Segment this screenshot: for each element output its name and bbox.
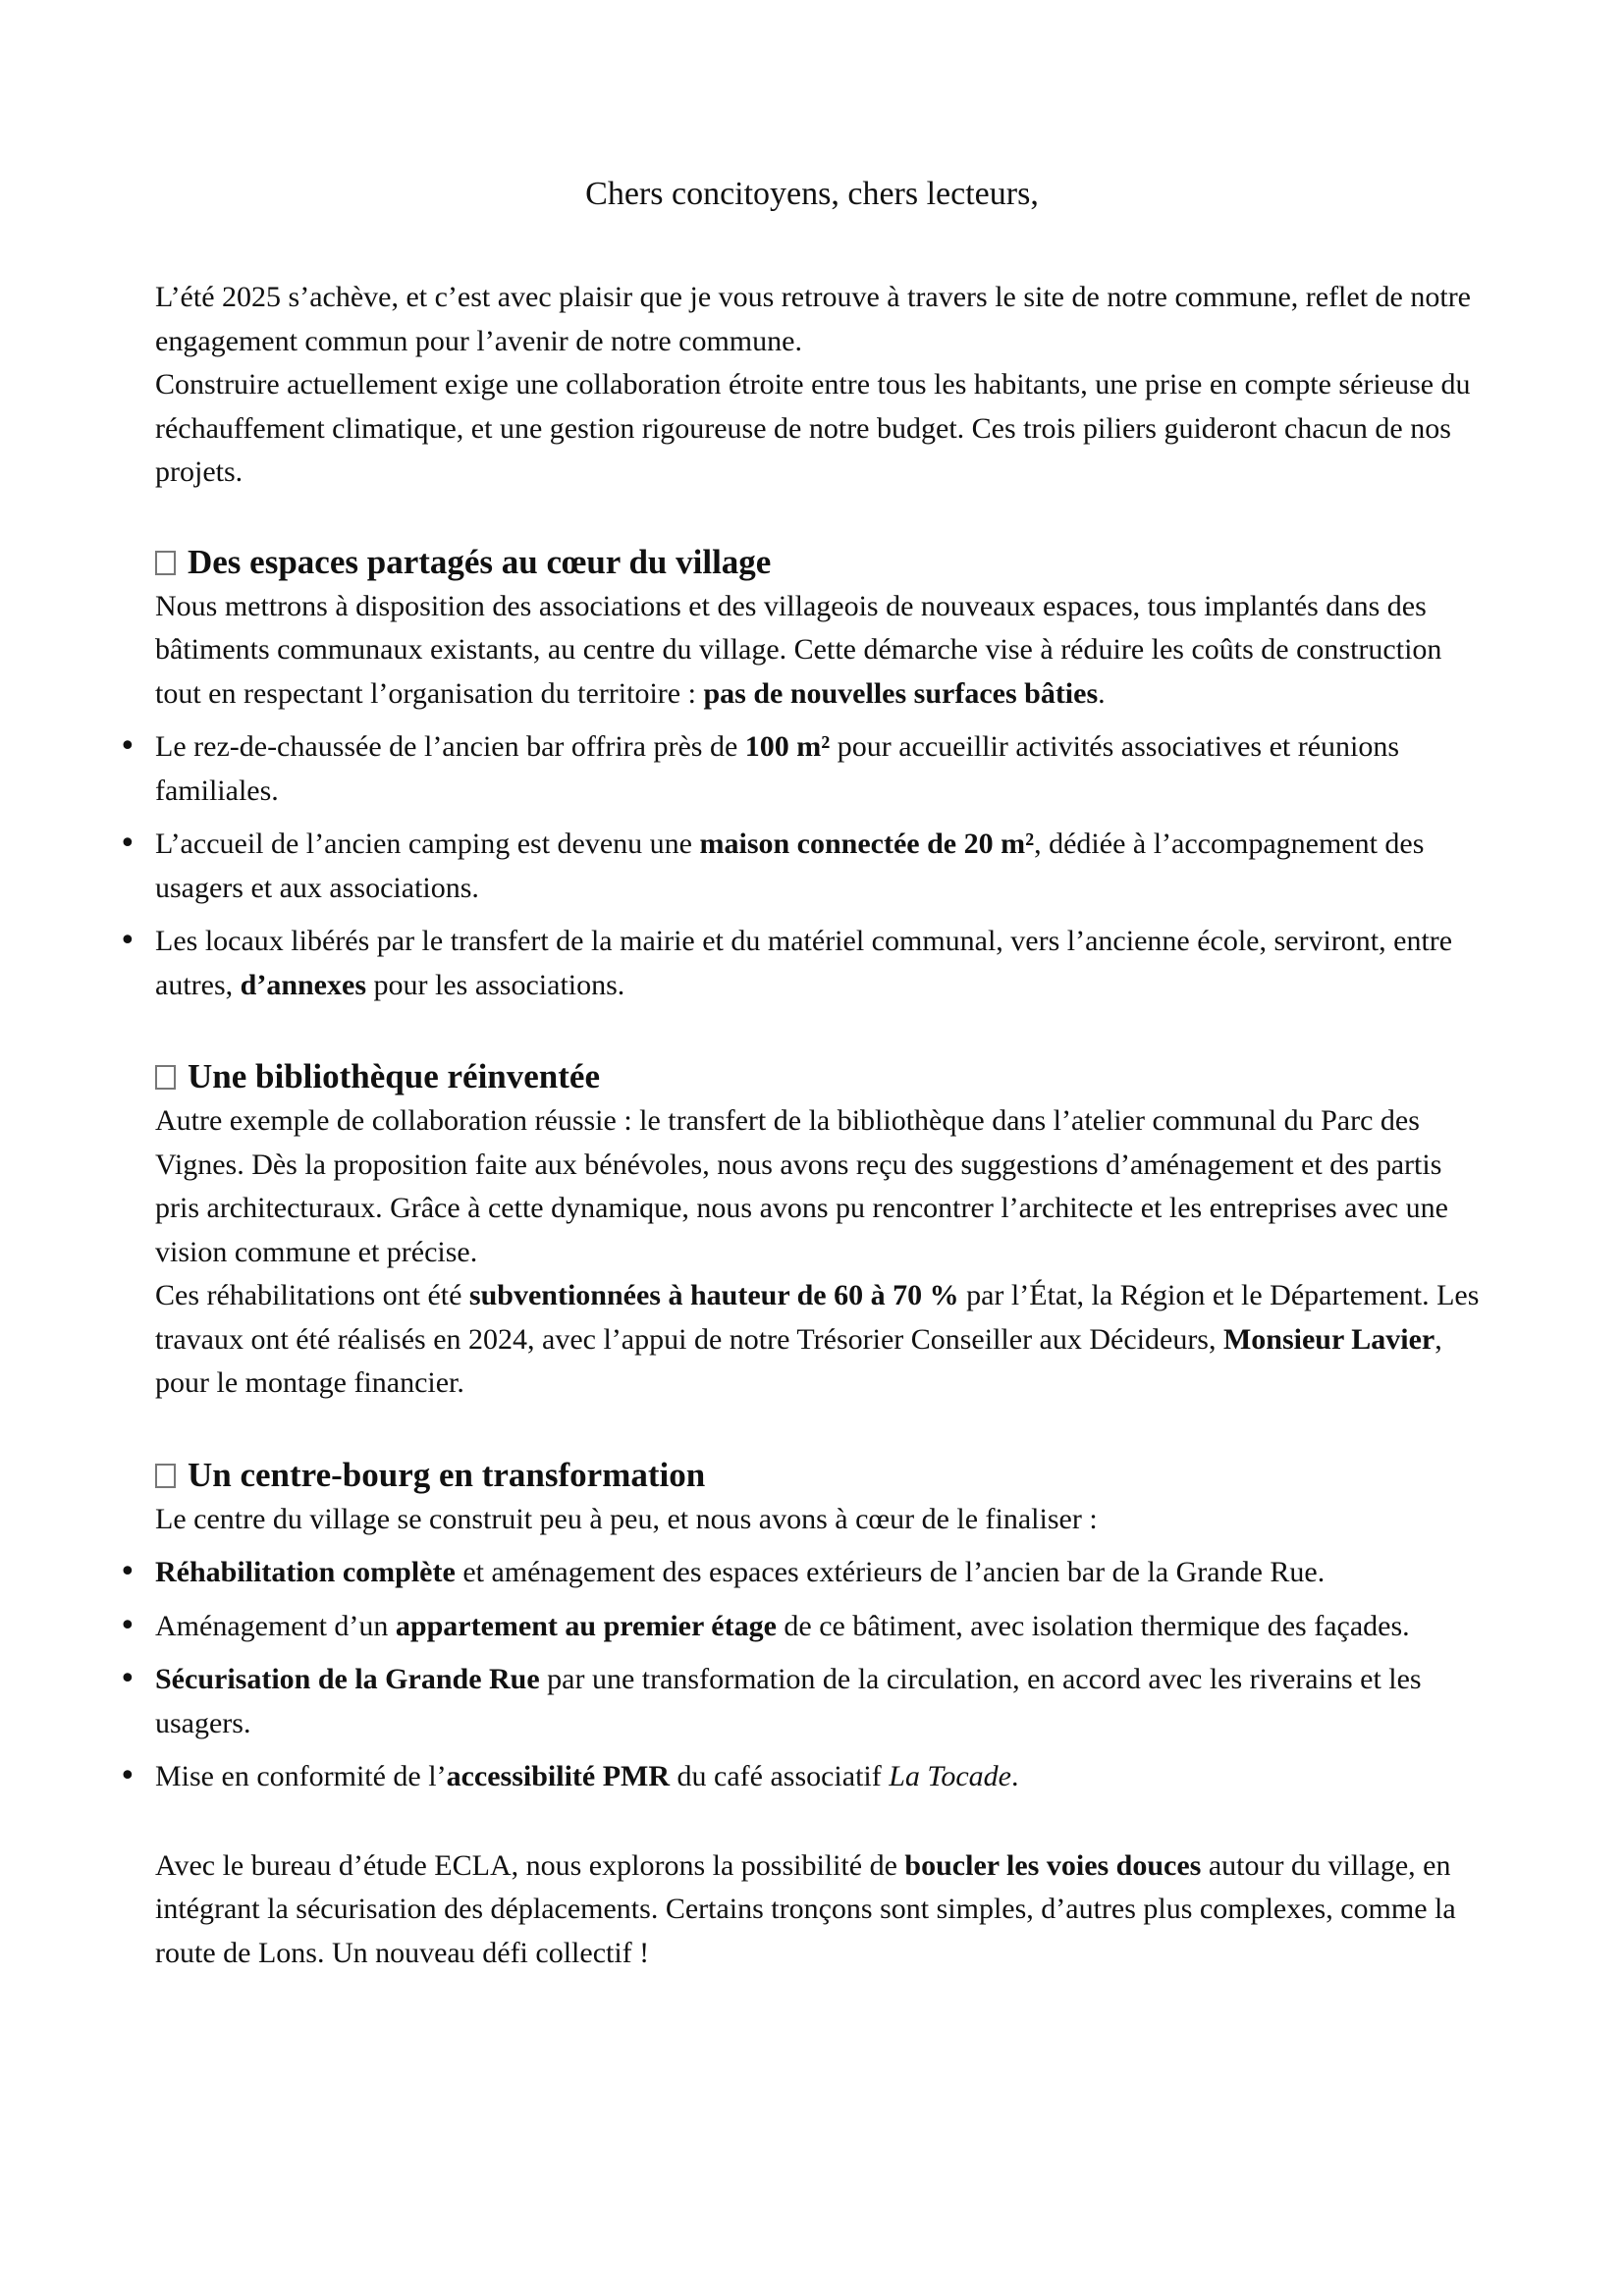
list-item: • Le rez-de-chaussée de l’ancien bar offrira près de 100 m² pour accueillir activités associatives et réunions familiales. [155, 725, 1490, 813]
list-item: • Aménagement d’un appartement au premier étage de ce bâtiment, avec isolation thermique des façades. [155, 1605, 1490, 1649]
placeholder-glyph-icon [155, 1065, 176, 1090]
section1-paragraph: Nous mettrons à disposition des associations et des villageois de nouveaux espaces, tous implantés dans des bâtiments communaux existants, au centre du village. Cette démarche vise à réduire les coûts de construction tout en respectant l’organisation du territoire : pas de nouvelles surfaces bâties. [155, 589, 1442, 710]
section2-paragraph-1: Autre exemple de collaboration réussie : le transfert de la bibliothèque dans l’atelier communal du Parc des Vignes. Dès la proposition faite aux bénévoles, nous avons reçu des suggestions d’aménagement et des partis pris architecturaux. Grâce à cette dynamique, nous avons pu rencontrer l’architecte et les entreprises avec une vision commune et précise. [155, 1104, 1448, 1268]
section3-paragraph-1: Le centre du village se construit peu à peu, et nous avons à cœur de le finaliser : [155, 1502, 1098, 1535]
list-item: • L’accueil de l’ancien camping est devenu une maison connectée de 20 m², dédiée à l’accompagnement des usagers et aux associations. [155, 823, 1490, 910]
list-item: • Mise en conformité de l’accessibilité PMR du café associatif La Tocade. [155, 1755, 1490, 1799]
section-heading-library: Une bibliothèque réinventée [155, 1054, 1490, 1099]
section-heading-shared-spaces: Des espaces partagés au cœur du village [155, 540, 1490, 585]
section-heading-town-centre: Un centre-bourg en transformation [155, 1453, 1490, 1498]
section3-paragraph-2: Avec le bureau d’étude ECLA, nous explorons la possibilité de boucler les voies douces autour du village, en intégrant la sécurisation des déplacements. Certains tronçons sont simples, d’autres plus complexes, comme la route de Lons. Un nouveau défi collectif ! [155, 1848, 1456, 1969]
letter-body [155, 276, 1490, 1975]
salutation: Chers concitoyens, chers lecteurs, [585, 176, 1039, 212]
section3-bullet-list [155, 1551, 1490, 1799]
list-item: • Réhabilitation complète et aménagement des espaces extérieurs de l’ancien bar de la Grande Rue. [155, 1551, 1490, 1595]
list-item: • Les locaux libérés par le transfert de la mairie et du matériel communal, vers l’ancienne école, serviront, entre autres, d’annexes pour les associations. [155, 920, 1490, 1007]
placeholder-glyph-icon [155, 1464, 176, 1488]
section1-bullet-list [155, 725, 1490, 1007]
intro-paragraph-2: Construire actuellement exige une collaboration étroite entre tous les habitants, une prise en compte sérieuse du réchauffement climatique, et une gestion rigoureuse de notre budget. Ces trois piliers guideront chacun de nos projets. [155, 368, 1471, 488]
placeholder-glyph-icon [155, 551, 176, 575]
intro-paragraph-1: L’été 2025 s’achève, et c’est avec plaisir que je vous retrouve à travers le site de notre commune, reflet de notre engagement commun pour l’avenir de notre commune. [155, 281, 1471, 357]
section2-paragraph-2: Ces réhabilitations ont été subventionnées à hauteur de 60 à 70 % par l’État, la Région et le Département. Les travaux ont été réalisés en 2024, avec l’appui de notre Trésorier Conseiller aux Décideurs, Monsieur Lavier, pour le montage financier. [155, 1279, 1480, 1399]
list-item: • Sécurisation de la Grande Rue par une transformation de la circulation, en accord avec les riverains et les usagers. [155, 1658, 1490, 1745]
